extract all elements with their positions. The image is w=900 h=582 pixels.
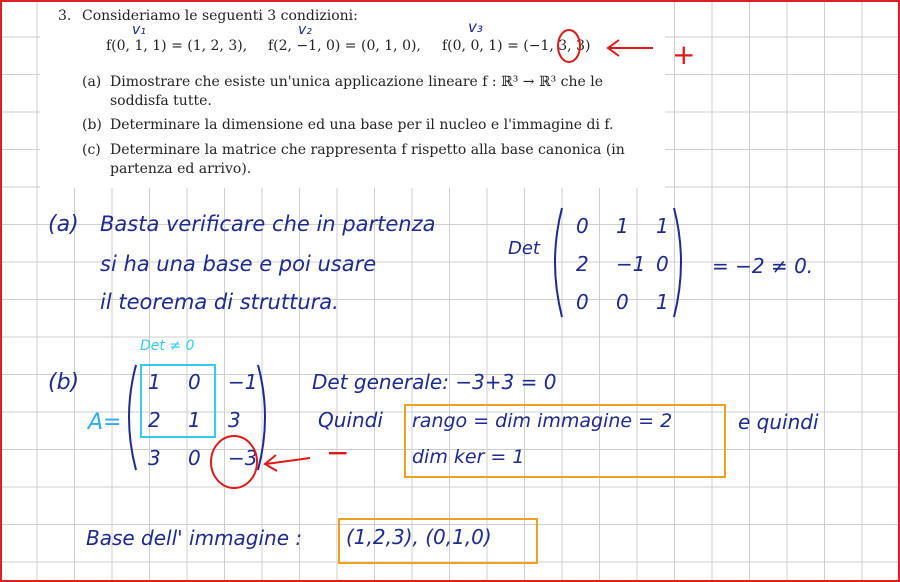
sol-a-label: (a) [48,212,79,237]
part-c-label: (c) [82,142,101,158]
matrix-cell: 3 [148,446,161,470]
part-a-label: (a) [82,74,102,90]
v1-label: v₁ [132,22,146,38]
matrix-cell: 1 [148,370,161,394]
part-a-line1: Dimostrare che esiste un'unica applicazione lineare f : ℝ³ → ℝ³ che le [110,74,604,90]
condition-2: f(2, −1, 0) = (0, 1, 0), [268,38,421,54]
matrix-cell: 0 [616,290,629,314]
sol-b-label: (b) [48,370,80,395]
sol-a-line2: si ha una base e poi usare [100,252,377,276]
matrix-cell: −1 [228,370,258,394]
v2-label: v₂ [298,22,312,38]
det-minor-note: Det ≠ 0 [140,338,195,354]
part-c-line2: partenza ed arrivo). [110,161,252,177]
red-arrow-b-icon [262,450,312,474]
red-arrow-icon [605,38,655,58]
det-label: Det [508,238,540,259]
matrix-cell: 2 [576,252,589,276]
matrix-cell: −3 [228,446,258,470]
matrix-cell: 0 [188,446,201,470]
base-label: Base dell' immagine : [86,526,303,550]
matrix-cell: 0 [188,370,201,394]
red-plus-mark: + [672,38,696,71]
part-b-label: (b) [82,117,102,133]
base-value: (1,2,3), (0,1,0) [346,525,492,549]
e-quindi: e quindi [738,410,819,434]
problem-number: 3. [58,8,72,24]
sol-a-line3: il teorema di struttura. [100,290,339,314]
part-a-line2: soddisfa tutte. [110,93,212,109]
red-circle-mark [555,26,585,66]
matrix-cell: 2 [148,408,161,432]
part-c-line1: Determinare la matrice che rappresenta f rispetto alla base canonica (in [110,142,625,158]
quindi-label: Quindi [318,408,383,432]
condition-3: f(0, 0, 1) = (−1, 3, 3) [442,38,591,54]
v3-label: v₃ [468,18,483,36]
sol-a-line1: Basta verificare che in partenza [100,212,436,236]
problem-intro: Consideriamo le seguenti 3 condizioni: [82,8,358,24]
matrix-cell: 3 [228,408,241,432]
matrix-cell: 1 [188,408,201,432]
rank-line2: dim ker = 1 [412,446,525,468]
matrix-cell: 0 [656,252,669,276]
matrix-cell: 1 [656,290,669,314]
rank-line1: rango = dim immagine = 2 [412,410,673,432]
matrix-cell: 0 [576,214,589,238]
matrix-cell: 1 [656,214,669,238]
matrix-cell: 1 [616,214,629,238]
red-minus-mark: − [326,436,350,469]
part-b-line1: Determinare la dimensione ed una base per il nucleo e l'immagine di f. [110,117,614,133]
matrix-name: A= [88,410,122,435]
condition-1: f(0, 1, 1) = (1, 2, 3), [106,38,248,54]
det-general: Det generale: −3+3 = 0 [312,370,557,394]
matrix-cell: 0 [576,290,589,314]
red-circle-minus3 [208,434,260,492]
matrix-cell: −1 [616,252,646,276]
det-result: = −2 ≠ 0. [712,254,814,278]
